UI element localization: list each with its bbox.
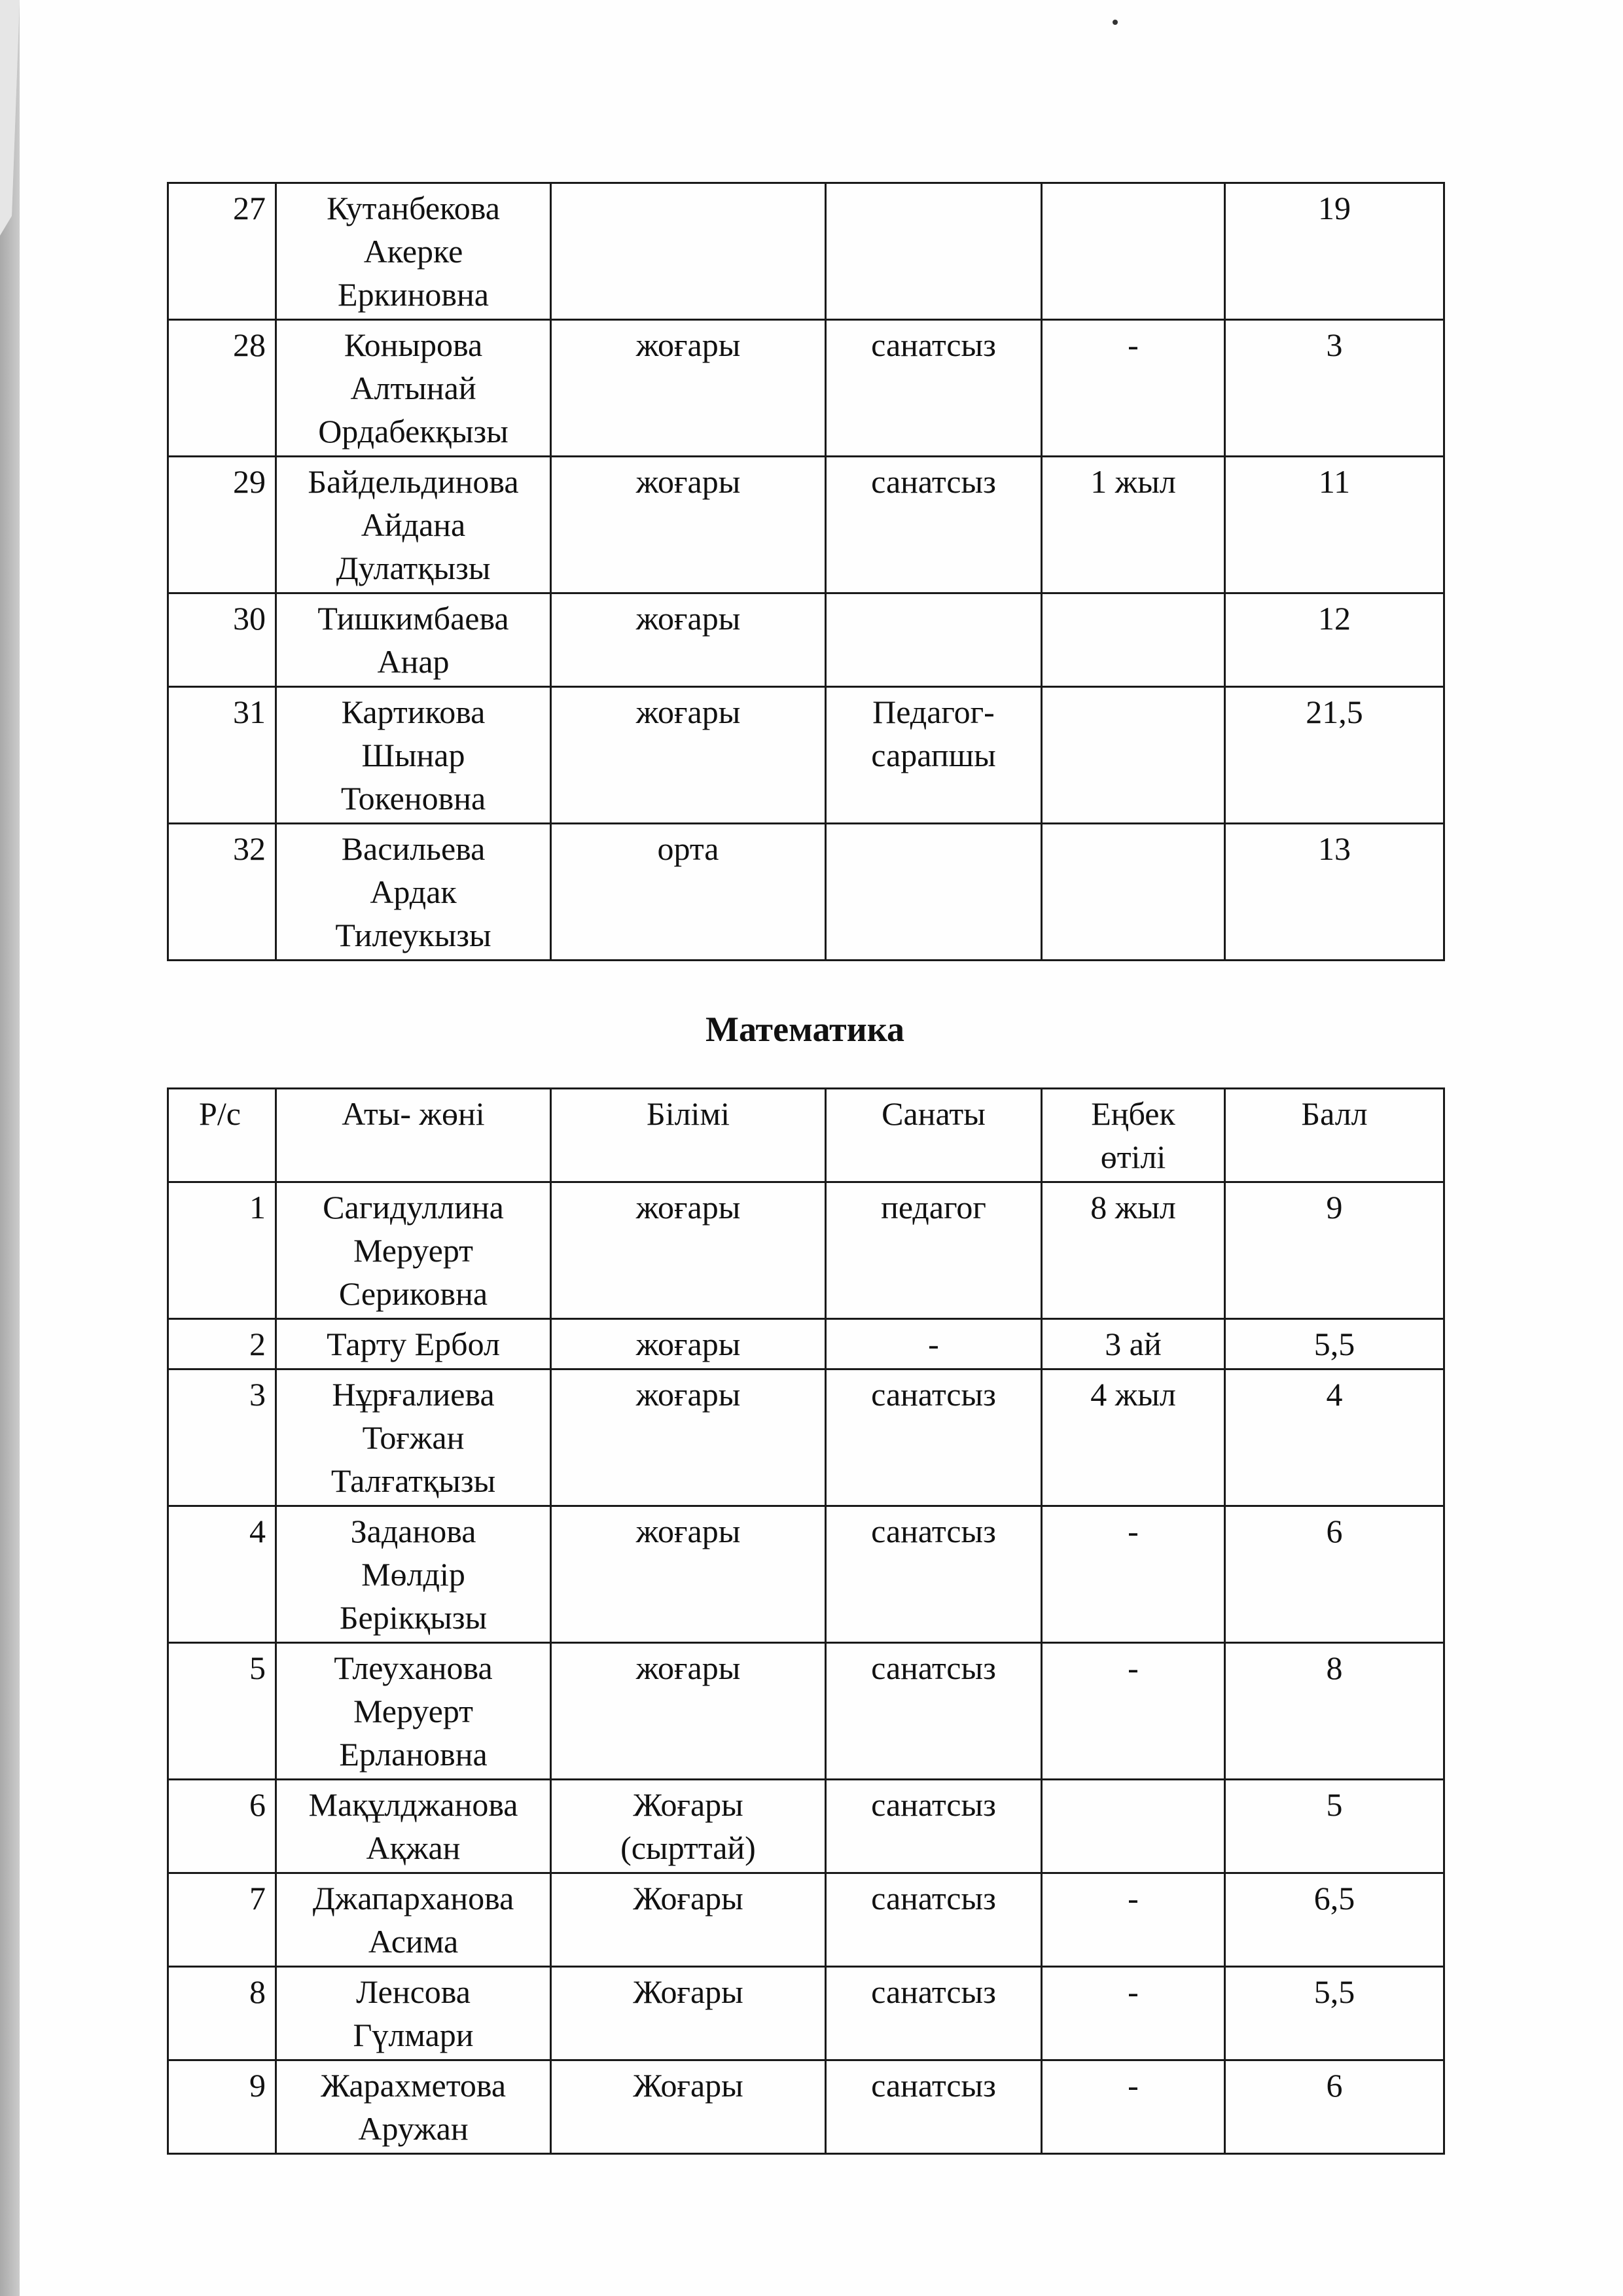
score-cell: 5,5: [1225, 1319, 1444, 1369]
name-line: Ерлановна: [339, 1736, 488, 1773]
experience-cell: 1 жыл: [1042, 457, 1225, 593]
category-cell: [826, 593, 1042, 687]
section-title: Математика: [705, 1010, 904, 1049]
experience-cell: -: [1042, 320, 1225, 457]
category-cell: санатсыз: [826, 1506, 1042, 1643]
header-category: Санаты: [826, 1089, 1042, 1182]
category-cell: санатсыз: [826, 457, 1042, 593]
name-line: Меруерт: [353, 1693, 474, 1729]
education-cell: жоғары: [551, 457, 826, 593]
teacher-name: [276, 687, 551, 824]
name-line: Ордабекқызы: [318, 413, 508, 450]
teacher-name: [276, 1182, 551, 1319]
category-cell: -: [826, 1319, 1042, 1369]
score-cell: 6: [1225, 2060, 1444, 2154]
score-cell: 21,5: [1225, 687, 1444, 824]
experience-cell: -: [1042, 1873, 1225, 1967]
experience-cell: [1042, 1780, 1225, 1873]
score-cell: 5: [1225, 1780, 1444, 1873]
name-line: Тоғжан: [362, 1419, 465, 1456]
table-row: [168, 183, 1444, 320]
name-line: Тишкимбаева: [317, 600, 509, 637]
education-cell: [551, 183, 826, 320]
teacher-name: [276, 1967, 551, 2060]
name-line: Алтынай: [350, 370, 476, 406]
header-number: Р/с: [168, 1089, 276, 1182]
experience-cell: 3 ай: [1042, 1319, 1225, 1369]
score-cell: 6,5: [1225, 1873, 1444, 1967]
table-row: [168, 1182, 1444, 1319]
row-number: 28: [168, 320, 276, 457]
name-line: Берікқызы: [339, 1599, 488, 1636]
name-line: Васильева: [341, 830, 486, 867]
experience-cell: -: [1042, 2060, 1225, 2154]
category-cell: санатсыз: [826, 1780, 1042, 1873]
category-cell: санатсыз: [826, 1643, 1042, 1780]
math-teachers-table: [167, 1087, 1445, 2155]
teacher-name: [276, 593, 551, 687]
name-line: Аружан: [358, 2110, 469, 2147]
teacher-name: [276, 457, 551, 593]
name-line: Тлеуханова: [334, 1650, 493, 1686]
row-number: 5: [168, 1643, 276, 1780]
table-row: [168, 824, 1444, 961]
experience-cell: [1042, 593, 1225, 687]
row-number: 9: [168, 2060, 276, 2154]
table-row: [168, 457, 1444, 593]
table-header-row: [168, 1089, 1444, 1182]
name-line: Заданова: [350, 1513, 476, 1549]
table-row: [168, 593, 1444, 687]
teacher-name: [276, 1319, 551, 1369]
name-line: Тарту Ербол: [327, 1326, 500, 1362]
name-line: Байдельдинова: [308, 463, 519, 500]
table-row: [168, 1506, 1444, 1643]
score-cell: 5,5: [1225, 1967, 1444, 2060]
table-row: [168, 1369, 1444, 1506]
name-line: Айдана: [361, 506, 466, 543]
header-experience: Еңбек өтілі: [1042, 1089, 1225, 1182]
category-cell: [826, 824, 1042, 961]
name-line: Тилеукызы: [335, 917, 491, 953]
experience-cell: -: [1042, 1506, 1225, 1643]
name-line: Шынар: [361, 737, 465, 773]
teacher-name: [276, 2060, 551, 2154]
row-number: 27: [168, 183, 276, 320]
education-cell: Жоғары: [551, 2060, 826, 2154]
row-number: 32: [168, 824, 276, 961]
row-number: 29: [168, 457, 276, 593]
education-cell: Жоғары (сырттай): [551, 1780, 826, 1873]
category-cell: санатсыз: [826, 1369, 1042, 1506]
name-line: Жарахметова: [320, 2067, 507, 2104]
experience-cell: 8 жыл: [1042, 1182, 1225, 1319]
row-number: 31: [168, 687, 276, 824]
teacher-name: [276, 1506, 551, 1643]
name-line: Меруерт: [353, 1232, 474, 1269]
score-cell: 8: [1225, 1643, 1444, 1780]
table-row: [168, 1873, 1444, 1967]
name-line: Конырова: [344, 327, 483, 363]
name-line: Анар: [377, 643, 450, 680]
header-name: Аты- жөні: [276, 1089, 551, 1182]
teacher-name: [276, 320, 551, 457]
teachers-table-body: [168, 183, 1444, 961]
header-education: Білімі: [551, 1089, 826, 1182]
name-line: Еркиновна: [338, 276, 489, 313]
experience-cell: 4 жыл: [1042, 1369, 1225, 1506]
category-cell: санатсыз: [826, 2060, 1042, 2154]
name-line: Ардак: [370, 874, 457, 910]
category-cell: Педагог- сарапшы: [826, 687, 1042, 824]
name-line: Ленсова: [356, 1973, 471, 2010]
row-number: 8: [168, 1967, 276, 2060]
teacher-name: [276, 1780, 551, 1873]
name-line: Гүлмари: [353, 2017, 474, 2053]
education-cell: жоғары: [551, 1506, 826, 1643]
row-number: 7: [168, 1873, 276, 1967]
education-cell: Жоғары: [551, 1873, 826, 1967]
education-cell: жоғары: [551, 593, 826, 687]
table-row: [168, 1780, 1444, 1873]
name-line: Картикова: [341, 694, 486, 730]
education-cell: жоғары: [551, 1319, 826, 1369]
name-line: Сериковна: [338, 1275, 488, 1312]
experience-cell: [1042, 687, 1225, 824]
education-cell: Жоғары: [551, 1967, 826, 2060]
table-row: [168, 1319, 1444, 1369]
row-number: 1: [168, 1182, 276, 1319]
name-line: Кутанбекова: [327, 190, 500, 226]
category-cell: [826, 183, 1042, 320]
scan-speck: [1113, 20, 1118, 25]
name-line: Акерке: [363, 233, 463, 270]
category-cell: санатсыз: [826, 1873, 1042, 1967]
name-line: Джапарханова: [312, 1880, 514, 1916]
score-cell: 12: [1225, 593, 1444, 687]
table-row: [168, 1643, 1444, 1780]
experience-cell: -: [1042, 1967, 1225, 2060]
experience-cell: -: [1042, 1643, 1225, 1780]
teachers-table-continued: [167, 182, 1445, 961]
education-cell: орта: [551, 824, 826, 961]
education-cell: жоғары: [551, 1643, 826, 1780]
row-number: 6: [168, 1780, 276, 1873]
teacher-name: [276, 1873, 551, 1967]
education-cell: жоғары: [551, 320, 826, 457]
table-row: [168, 320, 1444, 457]
teacher-name: [276, 183, 551, 320]
experience-cell: [1042, 183, 1225, 320]
score-cell: 19: [1225, 183, 1444, 320]
name-line: Сагидуллина: [323, 1189, 504, 1226]
score-cell: 6: [1225, 1506, 1444, 1643]
name-line: Нұрғалиева: [332, 1376, 495, 1413]
experience-cell: [1042, 824, 1225, 961]
table-row: [168, 1967, 1444, 2060]
teacher-name: [276, 1643, 551, 1780]
math-table-body: [168, 1182, 1444, 2154]
score-cell: 11: [1225, 457, 1444, 593]
score-cell: 3: [1225, 320, 1444, 457]
table-row: [168, 2060, 1444, 2154]
category-cell: санатсыз: [826, 1967, 1042, 2060]
name-line: Мөлдір: [361, 1556, 465, 1593]
name-line: Ақжан: [366, 1829, 461, 1866]
education-cell: жоғары: [551, 1182, 826, 1319]
score-cell: 4: [1225, 1369, 1444, 1506]
row-number: 30: [168, 593, 276, 687]
table-row: [168, 687, 1444, 824]
score-cell: 13: [1225, 824, 1444, 961]
row-number: 2: [168, 1319, 276, 1369]
name-line: Токеновна: [340, 780, 486, 817]
name-line: Талғатқызы: [330, 1462, 496, 1499]
education-cell: жоғары: [551, 687, 826, 824]
teacher-name: [276, 1369, 551, 1506]
header-score: Балл: [1225, 1089, 1444, 1182]
education-cell: жоғары: [551, 1369, 826, 1506]
category-cell: педагог: [826, 1182, 1042, 1319]
name-line: Асима: [368, 1923, 459, 1960]
category-cell: санатсыз: [826, 320, 1042, 457]
row-number: 4: [168, 1506, 276, 1643]
row-number: 3: [168, 1369, 276, 1506]
name-line: Мақұлджанова: [308, 1786, 518, 1823]
name-line: Дулатқызы: [336, 550, 491, 586]
teacher-name: [276, 824, 551, 961]
score-cell: 9: [1225, 1182, 1444, 1319]
